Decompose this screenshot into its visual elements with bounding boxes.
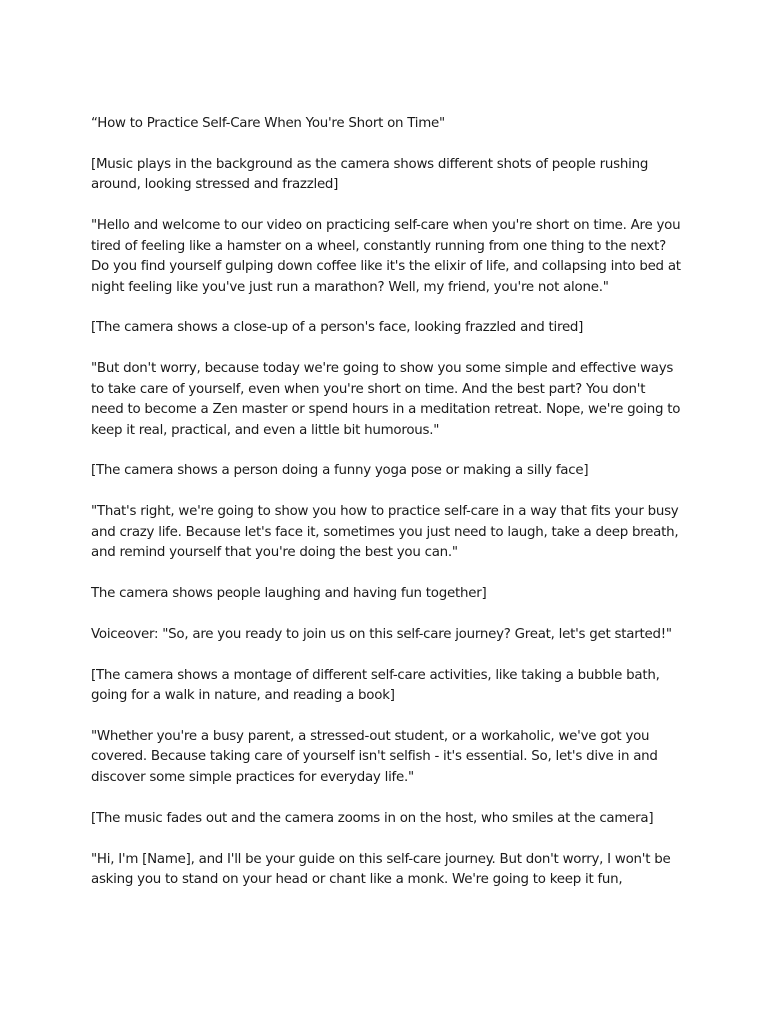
dialogue-paragraph: "Hi, I'm [Name], and I'll be your guide on this self-care journey. But don't worry, I won't be asking you to stand on your head or chant like a monk. We're going to keep it fun, [91, 851, 671, 888]
voiceover-paragraph: Voiceover: "So, are you ready to join us on this self-care journey? Great, let's get started!" [91, 626, 672, 642]
document-title: “How to Practice Self-Care When You're Short on Time" [91, 116, 445, 131]
stage-direction-paragraph: [The music fades out and the camera zooms in on the host, who smiles at the camera] [91, 810, 654, 826]
stage-direction-paragraph: [The camera shows a close-up of a person's face, looking frazzled and tired] [91, 320, 584, 336]
stage-direction-paragraph: [Music plays in the background as the camera shows different shots of people rushing around, looking stressed and frazzled] [91, 156, 649, 193]
dialogue-paragraph: "Hello and welcome to our video on practicing self-care when you're short on time. Are you tired of feeling like a hamster on a wheel, constantly running from one thing to the next? Do you find yourself gulping down coffee like it's the elixir of life, and collapsing into bed at night feeling like you've just run a marathon? Well, my friend, you're not alone." [91, 218, 681, 295]
stage-direction-paragraph: [The camera shows a montage of different self-care activities, like taking a bubble bath, going for a walk in nature, and reading a book] [91, 667, 660, 704]
dialogue-paragraph: "That's right, we're going to show you how to practice self-care in a way that fits your busy and crazy life. Because let's face it, sometimes you just need to laugh, take a deep breath, and remind yourself that you're doing the best you can." [91, 504, 679, 561]
dialogue-paragraph: "But don't worry, because today we're going to show you some simple and effective ways to take care of yourself, even when you're short on time. And the best part? You don't need to become a Zen master or spend hours in a meditation retreat. Nope, we're going to keep it real, practical, and even a little bit humorous." [91, 361, 681, 438]
dialogue-paragraph: "Whether you're a busy parent, a stressed-out student, or a workaholic, we've got you covered. Because taking care of yourself isn't selfish - it's essential. So, let's dive in and discover some simple practices for everyday life." [91, 728, 658, 785]
stage-direction-paragraph: [The camera shows a person doing a funny yoga pose or making a silly face] [91, 463, 589, 479]
document-body [91, 114, 681, 911]
stage-direction-paragraph: The camera shows people laughing and having fun together] [91, 586, 487, 602]
